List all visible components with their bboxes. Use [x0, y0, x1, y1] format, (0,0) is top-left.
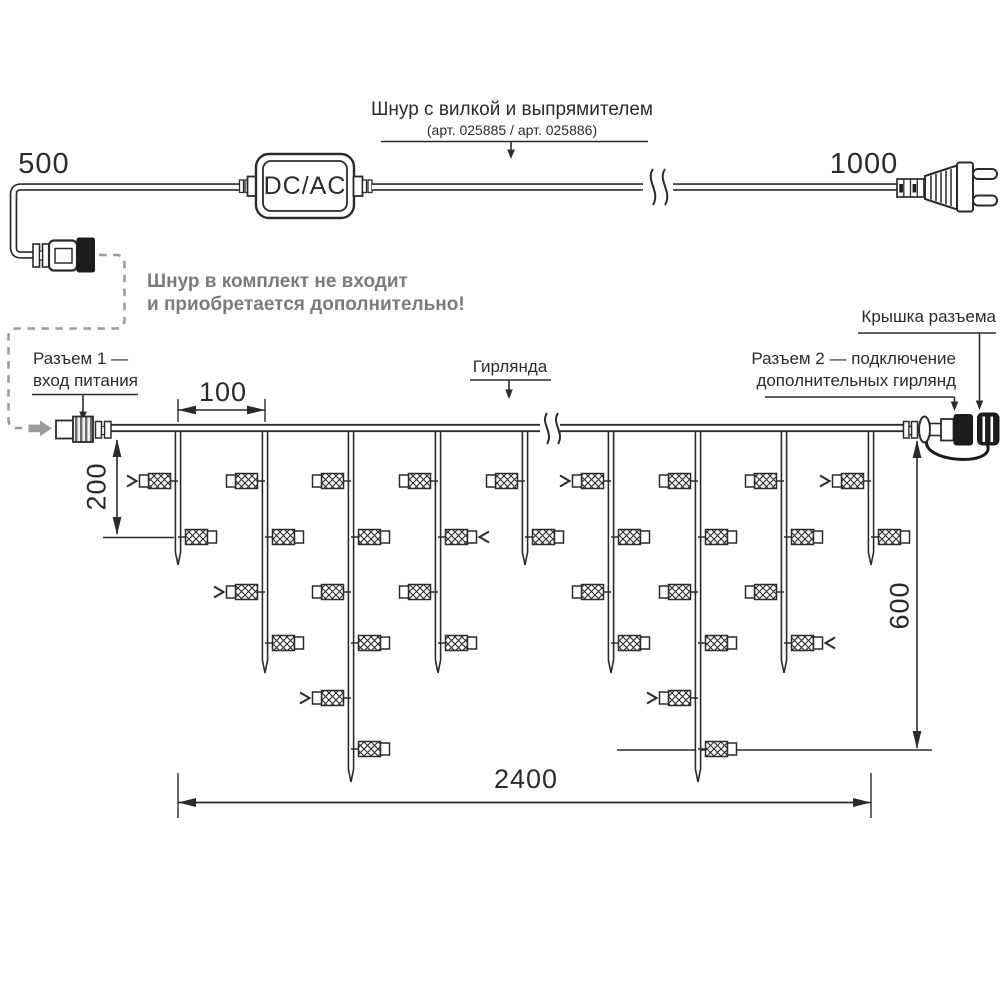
lamp-icon [611, 636, 650, 651]
lamp-icon [573, 585, 612, 600]
garland-drop [300, 431, 390, 782]
lamp-icon [871, 530, 910, 545]
cord-callout-title: Шнур с вилкой и выпрямителем [371, 99, 653, 120]
flash-arrow-icon [820, 476, 830, 487]
garland-drop [560, 431, 650, 673]
lamp-icon [784, 636, 835, 651]
connector1-label-line2: вход питания [33, 371, 138, 390]
lamp-icon [400, 474, 439, 489]
lamp-icon [647, 691, 698, 706]
lamp-icon [313, 474, 352, 489]
lamp-icon [127, 474, 178, 489]
connector2-leader [765, 397, 958, 411]
garland-drops-layer [127, 431, 910, 782]
flash-arrow-icon [560, 476, 570, 487]
lamp-icon [438, 530, 489, 545]
cap-label: Крышка разъема [861, 307, 996, 326]
garland-drop [214, 431, 304, 673]
garland-drop [820, 431, 910, 565]
lamp-icon [214, 585, 265, 600]
garland-drop [647, 431, 737, 782]
cable-break-icon [643, 169, 673, 205]
dimension-100-label: 100 [198, 377, 248, 407]
dimension-500-label: 500 [18, 148, 70, 180]
lamp-icon [300, 691, 351, 706]
wire-break-icon [540, 413, 560, 444]
dimension-200-label: 200 [81, 462, 112, 511]
cord-callout-leader [381, 142, 648, 160]
lamp-icon [265, 530, 304, 545]
lamp-icon [698, 742, 737, 757]
not-included-note-line2: и приобретается дополнительно! [147, 294, 465, 315]
not-included-note-line1: Шнур в комплект не входит [147, 271, 408, 292]
lamp-icon [178, 530, 217, 545]
garland-label-leader [470, 380, 551, 399]
garland-drop [746, 431, 836, 673]
lamp-icon [313, 585, 352, 600]
lamp-icon [227, 474, 266, 489]
garland-drop [487, 431, 564, 565]
connector1-label-line1: Разъем 1 — [33, 349, 129, 368]
lamp-icon [525, 530, 564, 545]
flash-arrow-icon [127, 476, 137, 487]
lamp-icon [698, 530, 737, 545]
flash-arrow-icon [214, 587, 224, 598]
dimension-2400-label: 2400 [493, 764, 559, 794]
cord-callout-articles: (арт. 025885 / арт. 025886) [426, 122, 598, 138]
flash-arrow-icon [647, 693, 657, 704]
lamp-icon [351, 636, 390, 651]
lamp-icon [698, 636, 737, 651]
flash-arrow-icon [826, 638, 836, 649]
not-included-dashed-path [9, 255, 125, 436]
lamp-icon [746, 474, 785, 489]
lamp-icon [487, 474, 526, 489]
garland-drop [400, 431, 490, 673]
connector2-label-line1: Разъем 2 — подключение [751, 349, 956, 368]
lamp-icon [784, 530, 823, 545]
lamp-icon [611, 530, 650, 545]
lamp-icon [438, 636, 477, 651]
lamp-icon [351, 742, 390, 757]
lamp-icon [820, 474, 871, 489]
garland-drop [127, 431, 217, 565]
connector2-label-line2: дополнительных гирлянд [756, 371, 956, 390]
connector-cap-icon [977, 413, 1000, 446]
flash-arrow-icon [300, 693, 310, 704]
lamp-icon [746, 585, 785, 600]
dimension-1000-label: 1000 [829, 148, 899, 180]
lamp-icon [351, 530, 390, 545]
power-plug-icon [897, 163, 997, 212]
lamp-icon [660, 474, 699, 489]
dimension-600-label: 600 [884, 581, 915, 630]
lamp-icon [400, 585, 439, 600]
lamp-icon [265, 636, 304, 651]
dc-cable-connector-icon [33, 238, 95, 273]
lamp-icon [660, 585, 699, 600]
connector1-icon [56, 417, 111, 443]
garland-label: Гирлянда [472, 357, 548, 376]
flash-arrow-icon [480, 532, 490, 543]
dcac-box-label: DC/AC [263, 172, 347, 200]
lamp-icon [560, 474, 611, 489]
